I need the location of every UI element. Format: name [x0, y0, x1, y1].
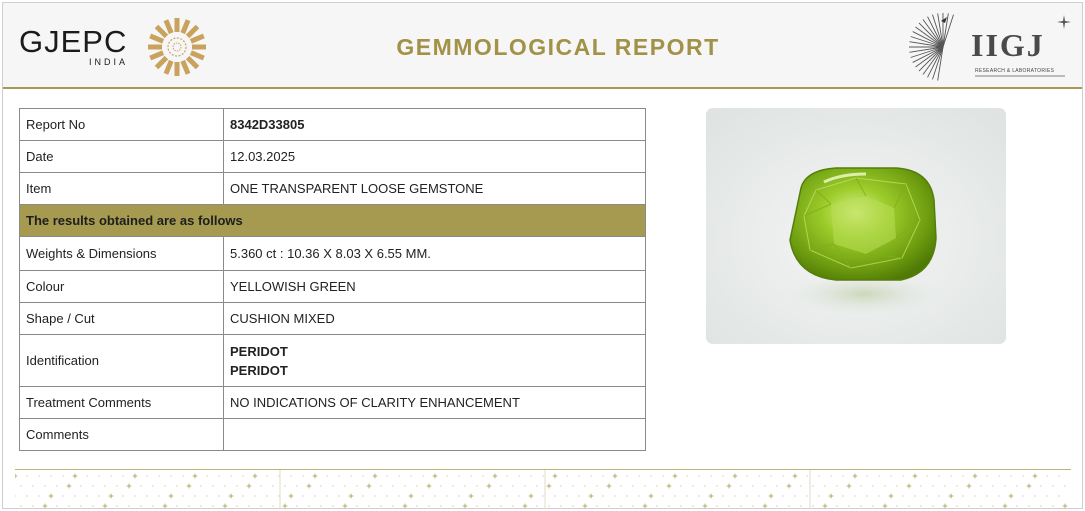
shape-value: CUSHION MIXED [224, 303, 646, 335]
table-row-weights [20, 237, 646, 271]
iigj-logo-text: IIGJ [971, 27, 1045, 63]
treatment-value: NO INDICATIONS OF CLARITY ENHANCEMENT [224, 387, 646, 419]
colour-label: Colour [20, 271, 224, 303]
table-row-item [20, 173, 646, 205]
weights-label: Weights & Dimensions [20, 237, 224, 271]
identification-line: PERIDOT [230, 362, 288, 378]
gemstone-photo [706, 108, 1006, 344]
gemstone-image [706, 108, 1006, 344]
colour-value: YELLOWISH GREEN [224, 271, 646, 303]
report-table [19, 108, 646, 451]
item-value: ONE TRANSPARENT LOOSE GEMSTONE [224, 173, 646, 205]
item-label: Item [20, 173, 224, 205]
identification-value [224, 335, 646, 387]
report-frame [2, 2, 1083, 509]
table-row-shape [20, 303, 646, 335]
gjepc-logo-text: GJEPC [19, 24, 128, 59]
section-heading: The results obtained are as follows [20, 205, 646, 237]
footer-pattern [15, 469, 1071, 509]
date-label: Date [20, 141, 224, 173]
report-no-label: Report No [20, 109, 224, 141]
iigj-logo [901, 13, 1071, 85]
weights-value: 5.360 ct : 10.36 X 8.03 X 6.55 MM. [224, 237, 646, 271]
table-row-comments [20, 419, 646, 451]
table-row-treatment [20, 387, 646, 419]
footer-sparkle-pattern-icon [15, 470, 1071, 509]
table-row-section-heading [20, 205, 646, 237]
table-row-identification [20, 335, 646, 387]
iigj-starburst-icon [901, 13, 971, 85]
gjepc-emblem-icon [145, 15, 209, 79]
gjepc-logo [19, 15, 219, 81]
table-row-date [20, 141, 646, 173]
page-title: GEMMOLOGICAL REPORT [396, 34, 720, 60]
table-row-report-no [20, 109, 646, 141]
table-row-colour [20, 271, 646, 303]
iigj-logo-subtext: RESEARCH & LABORATORIES [975, 68, 1055, 74]
treatment-label: Treatment Comments [20, 387, 224, 419]
iigj-sparkle-icon [1057, 15, 1071, 29]
comments-label: Comments [20, 419, 224, 451]
identification-label: Identification [20, 335, 224, 387]
gjepc-logo-subtext: INDIA [89, 57, 129, 67]
identification-line: PERIDOT [230, 343, 288, 359]
header [3, 3, 1082, 89]
shape-label: Shape / Cut [20, 303, 224, 335]
date-value: 12.03.2025 [224, 141, 646, 173]
comments-value [224, 419, 646, 451]
report-no-value: 8342D33805 [224, 109, 646, 141]
iigj-underline [975, 75, 1065, 77]
